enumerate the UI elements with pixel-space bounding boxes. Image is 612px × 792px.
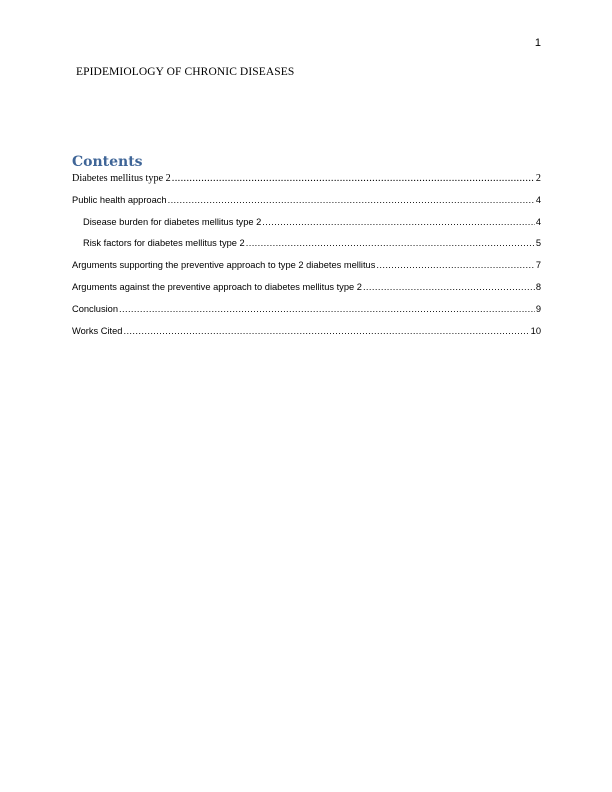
toc-entry-diabetes-mellitus-type-2[interactable]	[72, 173, 541, 186]
toc-entry-title: Risk factors for diabetes mellitus type 2	[83, 238, 245, 249]
running-head: EPIDEMIOLOGY OF CHRONIC DISEASES	[76, 66, 295, 78]
toc-entry-title: Arguments against the preventive approach to diabetes mellitus type 2	[72, 281, 362, 292]
toc-entry-page: 7	[535, 260, 541, 271]
toc-entry-arguments-supporting[interactable]	[72, 260, 541, 273]
toc-entry-arguments-against[interactable]	[72, 282, 541, 295]
toc-entry-risk-factors[interactable]	[72, 238, 541, 251]
table-of-contents	[72, 173, 541, 347]
toc-dot-leader	[262, 217, 535, 227]
toc-entry-disease-burden[interactable]	[72, 217, 541, 230]
toc-dot-leader	[363, 282, 535, 292]
toc-entry-title: Disease burden for diabetes mellitus type 2	[83, 216, 262, 227]
toc-dot-leader	[246, 238, 535, 248]
toc-entry-title: Works Cited	[72, 325, 123, 336]
toc-entry-page: 8	[535, 281, 541, 292]
toc-entry-works-cited[interactable]	[72, 326, 541, 339]
toc-entry-page: 4	[535, 216, 541, 227]
toc-dot-leader	[376, 260, 534, 270]
toc-dot-leader	[119, 304, 535, 314]
toc-entry-page: 4	[535, 194, 541, 205]
toc-entry-conclusion[interactable]	[72, 304, 541, 317]
toc-entry-title: Diabetes mellitus type 2	[72, 173, 171, 184]
toc-dot-leader	[172, 173, 535, 184]
toc-entry-page: 2	[535, 173, 541, 184]
toc-entry-title: Conclusion	[72, 303, 118, 314]
toc-heading: Contents	[72, 154, 143, 170]
toc-entry-title: Arguments supporting the preventive approach to type 2 diabetes mellitus	[72, 260, 376, 271]
toc-dot-leader	[168, 195, 535, 205]
toc-dot-leader	[123, 326, 529, 336]
toc-entry-title: Public health approach	[72, 194, 167, 205]
page-number: 1	[534, 37, 541, 49]
toc-entry-page: 10	[530, 325, 541, 336]
toc-entry-public-health-approach[interactable]	[72, 195, 541, 208]
toc-entry-page: 9	[535, 303, 541, 314]
toc-entry-page: 5	[535, 238, 541, 249]
